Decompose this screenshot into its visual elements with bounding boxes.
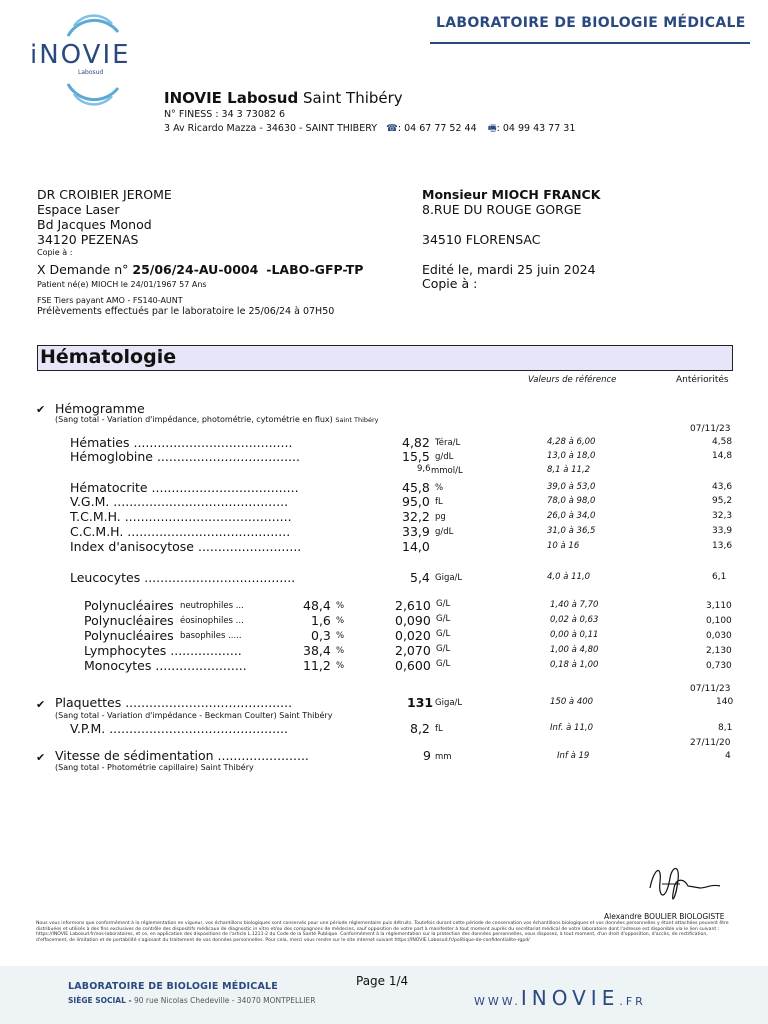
diff-anteriority: 0,030 bbox=[706, 631, 732, 641]
result-value: 14,0 bbox=[402, 539, 430, 554]
footer-website bbox=[474, 986, 646, 1010]
vs-ref: Inf à 19 bbox=[557, 751, 590, 761]
demande-suffix: -LABO-GFP-TP bbox=[266, 262, 364, 277]
diff-percent: 1,6 bbox=[311, 613, 331, 628]
diff-unit: G/L bbox=[436, 614, 451, 624]
section-title: Hématologie bbox=[40, 346, 177, 368]
lab-fax: : 04 99 43 77 31 bbox=[496, 123, 576, 134]
hemogramme-sub bbox=[55, 415, 379, 424]
lab-name-rest: Saint Thibéry bbox=[303, 89, 403, 107]
result-anteriority: 6,1 bbox=[712, 572, 727, 582]
hemogramme-site: Saint Thibéry bbox=[335, 416, 379, 424]
demande-number: 25/06/24-AU-0004 bbox=[132, 262, 259, 277]
result-unit: fL bbox=[435, 497, 443, 507]
section-header bbox=[37, 345, 733, 371]
result-unit: g/dL bbox=[435, 527, 454, 537]
plaquettes-sub: (Sang total - Variation d'impédance - Beckman Coulter) Saint Thibéry bbox=[55, 711, 333, 720]
diff-sublabel: neutrophiles ... bbox=[180, 601, 244, 611]
diff-ref: 0,02 à 0,63 bbox=[550, 615, 599, 625]
diff-anteriority: 2,130 bbox=[706, 646, 732, 656]
page-number: Page 1/4 bbox=[356, 974, 409, 988]
diff-sublabel: basophiles ..... bbox=[180, 631, 242, 641]
diff-label: Polynucléaires bbox=[84, 598, 174, 613]
diff-percent-unit: % bbox=[336, 601, 345, 611]
result-unit: mmol/L bbox=[431, 466, 463, 476]
vs-sub: (Sang total - Photométrie capillaire) Saint Thibéry bbox=[55, 763, 254, 772]
diff-label: Polynucléaires bbox=[84, 628, 174, 643]
result-ref: 13,0 à 18,0 bbox=[547, 451, 596, 461]
diff-percent: 48,4 bbox=[303, 598, 331, 613]
diff-absolute: 0,600 bbox=[395, 658, 431, 673]
www-main: INOVIE bbox=[520, 986, 620, 1010]
patient-copie: Copie à : bbox=[422, 276, 478, 291]
doctor-copie: Copie à : bbox=[37, 248, 73, 257]
diff-absolute: 2,070 bbox=[395, 643, 431, 658]
diff-unit: G/L bbox=[436, 629, 451, 639]
result-unit: g/dL bbox=[435, 452, 454, 462]
patient-city: 34510 FLORENSAC bbox=[422, 232, 541, 247]
diff-label: Lymphocytes .................. bbox=[84, 643, 242, 658]
result-ref: 8,1 à 11,2 bbox=[547, 465, 591, 475]
vs-unit: mm bbox=[435, 752, 452, 762]
doctor-name: DR CROIBIER JEROME bbox=[37, 187, 172, 202]
lab-contact-line bbox=[164, 121, 575, 137]
diff-unit: G/L bbox=[436, 659, 451, 669]
diff-ref: 1,00 à 4,80 bbox=[550, 645, 599, 655]
plaquettes-label: Plaquettes .......................................... bbox=[55, 695, 293, 710]
lab-address: 3 Av Ricardo Mazza - 34630 - SAINT THIBERY bbox=[164, 123, 378, 134]
lab-name-bold: INOVIE Labosud bbox=[164, 89, 299, 107]
lab-finess: N° FINESS : 34 3 73082 6 bbox=[164, 109, 286, 120]
demande-line bbox=[37, 262, 363, 277]
diff-absolute: 0,020 bbox=[395, 628, 431, 643]
demande-prefix: X Demande n° bbox=[37, 262, 129, 277]
diff-anteriority: 0,100 bbox=[706, 616, 732, 626]
inovie-logo bbox=[28, 14, 158, 106]
result-value: 5,4 bbox=[410, 570, 430, 585]
diff-percent: 38,4 bbox=[303, 643, 331, 658]
result-ref: 39,0 à 53,0 bbox=[547, 482, 596, 492]
vpm-ref: Inf. à 11,0 bbox=[550, 723, 593, 733]
diff-percent: 0,3 bbox=[311, 628, 331, 643]
phone-icon: ☎ bbox=[386, 123, 398, 134]
diff-unit: G/L bbox=[436, 599, 451, 609]
patient-born: Patient né(e) MIOCH le 24/01/1967 57 Ans bbox=[37, 280, 207, 289]
diff-label: Monocytes ....................... bbox=[84, 658, 247, 673]
diff-anteriority: 0,730 bbox=[706, 661, 732, 671]
vpm-value: 8,2 bbox=[410, 721, 430, 736]
result-unit: Téra/L bbox=[435, 438, 461, 448]
check-icon: ✔ bbox=[36, 698, 46, 711]
footer-siege bbox=[68, 996, 315, 1005]
patient-street: 8.RUE DU ROUGE GORGE bbox=[422, 202, 582, 217]
result-label: V.G.M. ............................................ bbox=[70, 494, 289, 509]
legal-notice: Nous vous informons que conformément à la réglementation en vigueur, vos échantillons biologiques sont conservés pour une période réglementaire puis détruits. Toutefois durant cette période de conservation vos échantillons biologiques et vos données personnelles y étant attachées peuvent être distribuées et utilisés à des fins exclusives de contrôle des dispositifs médicaux de diagnostic in vitro et/ou des compagnons de médecins, sauf opposition de votre part à manifester à tout moment auprès du secrétariat médical de votre laboratoire dont l'adresse est disponible via le lien suivant : https://INOVIE Labosud.fr/nos-laboratoires, et ce, en application des dispositions de l'article L.1211-2 du Code de la Santé Publique. Conformément à la réglementation sur la protection des données personnelles, vous disposez, à tout moment, d'un droit d'opposition, d'accès, de rectification, d'effacement, de limitation et de portabilité s'agissant du traitement de vos données personnelles. Pour cela, merci vous rendre sur le site internet suivant https://INOVIE Labosud.fr/politique-de-confidentialite-rgpd/ bbox=[36, 921, 729, 943]
result-label: Leucocytes ...................................... bbox=[70, 570, 296, 585]
diff-anteriority: 3,110 bbox=[706, 601, 732, 611]
vs-label: Vitesse de sédimentation ....................... bbox=[55, 748, 309, 763]
diff-unit: G/L bbox=[436, 644, 451, 654]
doctor-line3: 34120 PEZENAS bbox=[37, 232, 139, 247]
diff-label: Polynucléaires bbox=[84, 613, 174, 628]
diff-ref: 0,18 à 1,00 bbox=[550, 660, 599, 670]
result-label: T.C.M.H. .......................................... bbox=[70, 509, 292, 524]
result-ref: 4,28 à 6,00 bbox=[547, 437, 596, 447]
signatory-name: Alexandre BOULIER BIOLOGISTE bbox=[604, 912, 725, 921]
diff-absolute: 0,090 bbox=[395, 613, 431, 628]
result-value: 9,6 bbox=[417, 464, 431, 474]
plaquettes-unit: Giga/L bbox=[435, 698, 463, 708]
result-ref: 26,0 à 34,0 bbox=[547, 511, 596, 521]
result-ref: 4,0 à 11,0 bbox=[547, 572, 591, 582]
lab-phone: : 04 67 77 52 44 bbox=[397, 123, 477, 134]
vpm-label: V.P.M. ............................................. bbox=[70, 721, 289, 736]
diff-percent-unit: % bbox=[336, 616, 345, 626]
result-label: Index d'anisocytose .......................... bbox=[70, 539, 302, 554]
result-label: Hématies ........................................ bbox=[70, 435, 293, 450]
signature-image bbox=[640, 858, 730, 910]
result-anteriority: 14,8 bbox=[712, 451, 733, 461]
result-anteriority: 32,3 bbox=[712, 511, 733, 521]
ant-header: Antériorités bbox=[676, 375, 729, 385]
result-anteriority: 4,58 bbox=[712, 437, 733, 447]
diff-absolute: 2,610 bbox=[395, 598, 431, 613]
result-ref: 31,0 à 36,5 bbox=[547, 526, 596, 536]
result-anteriority: 43,6 bbox=[712, 482, 733, 492]
result-ref: 78,0 à 98,0 bbox=[547, 496, 596, 506]
doctor-line1: Espace Laser bbox=[37, 202, 120, 217]
header-rule bbox=[430, 42, 750, 44]
prelevement-info: Prélèvements effectués par le laboratoire le 25/06/24 à 07H50 bbox=[37, 306, 335, 317]
diff-percent-unit: % bbox=[336, 646, 345, 656]
footer-title: LABORATOIRE DE BIOLOGIE MÉDICALE bbox=[68, 981, 278, 992]
result-label: C.C.M.H. ......................................... bbox=[70, 524, 291, 539]
result-label: Hématocrite ..................................... bbox=[70, 480, 299, 495]
fax-icon: 🖷 bbox=[487, 123, 497, 134]
result-anteriority: 13,6 bbox=[712, 541, 733, 551]
result-value: 32,2 bbox=[402, 509, 430, 524]
result-unit: pg bbox=[435, 512, 446, 522]
diff-ref: 1,40 à 7,70 bbox=[550, 600, 599, 610]
result-anteriority: 95,2 bbox=[712, 496, 733, 506]
plaquettes-value: 131 bbox=[407, 695, 434, 710]
check-icon: ✔ bbox=[36, 403, 46, 416]
header-title: LABORATOIRE DE BIOLOGIE MÉDICALE bbox=[436, 15, 746, 31]
result-label: Hémoglobine .................................... bbox=[70, 449, 301, 464]
plaquettes-ant: 140 bbox=[716, 697, 734, 707]
result-value: 15,5 bbox=[402, 449, 430, 464]
vs-ant: 4 bbox=[725, 751, 731, 761]
hemogramme-ant-date: 07/11/23 bbox=[690, 424, 731, 434]
vs-ant-date: 27/11/20 bbox=[690, 738, 731, 748]
result-value: 95,0 bbox=[402, 494, 430, 509]
plaquettes-ref: 150 à 400 bbox=[550, 697, 594, 707]
result-value: 33,9 bbox=[402, 524, 430, 539]
ref-header: Valeurs de référence bbox=[528, 375, 617, 385]
edit-date: Edité le, mardi 25 juin 2024 bbox=[422, 262, 596, 277]
result-anteriority: 33,9 bbox=[712, 526, 733, 536]
check-icon: ✔ bbox=[36, 751, 46, 764]
result-value: 4,82 bbox=[402, 435, 430, 450]
result-unit: Giga/L bbox=[435, 573, 463, 583]
plaquettes-ant-date: 07/11/23 bbox=[690, 684, 731, 694]
diff-percent-unit: % bbox=[336, 661, 345, 671]
footer-siege-address: 90 rue Nicolas Chedeville - 34070 MONTPELLIER bbox=[133, 996, 316, 1005]
www-suffix: .FR bbox=[619, 995, 646, 1008]
diff-sublabel: éosinophiles ... bbox=[180, 616, 244, 626]
result-unit: % bbox=[435, 483, 444, 493]
lab-name bbox=[164, 89, 403, 107]
vpm-ant: 8,1 bbox=[718, 723, 733, 733]
logo-wordmark: iNOVIE bbox=[30, 40, 131, 70]
diff-percent: 11,2 bbox=[303, 658, 331, 673]
patient-name: Monsieur MIOCH FRANCK bbox=[422, 187, 601, 202]
hemogramme-title: Hémogramme bbox=[55, 401, 145, 416]
doctor-line2: Bd Jacques Monod bbox=[37, 217, 152, 232]
vs-value: 9 bbox=[423, 748, 431, 763]
result-value: 45,8 bbox=[402, 480, 430, 495]
vpm-unit: fL bbox=[435, 724, 443, 734]
diff-percent-unit: % bbox=[336, 631, 345, 641]
logo-subtitle: Labosud bbox=[78, 69, 104, 76]
www-prefix: WWW. bbox=[474, 995, 521, 1008]
fse-info: FSE Tiers payant AMO - FS140-AUNT bbox=[37, 296, 183, 305]
hemogramme-method: (Sang total - Variation d'impédance, photométrie, cytométrie en flux) bbox=[55, 415, 333, 424]
result-ref: 10 à 16 bbox=[547, 541, 580, 551]
footer-siege-label: SIÈGE SOCIAL - bbox=[68, 996, 132, 1005]
diff-ref: 0,00 à 0,11 bbox=[550, 630, 599, 640]
